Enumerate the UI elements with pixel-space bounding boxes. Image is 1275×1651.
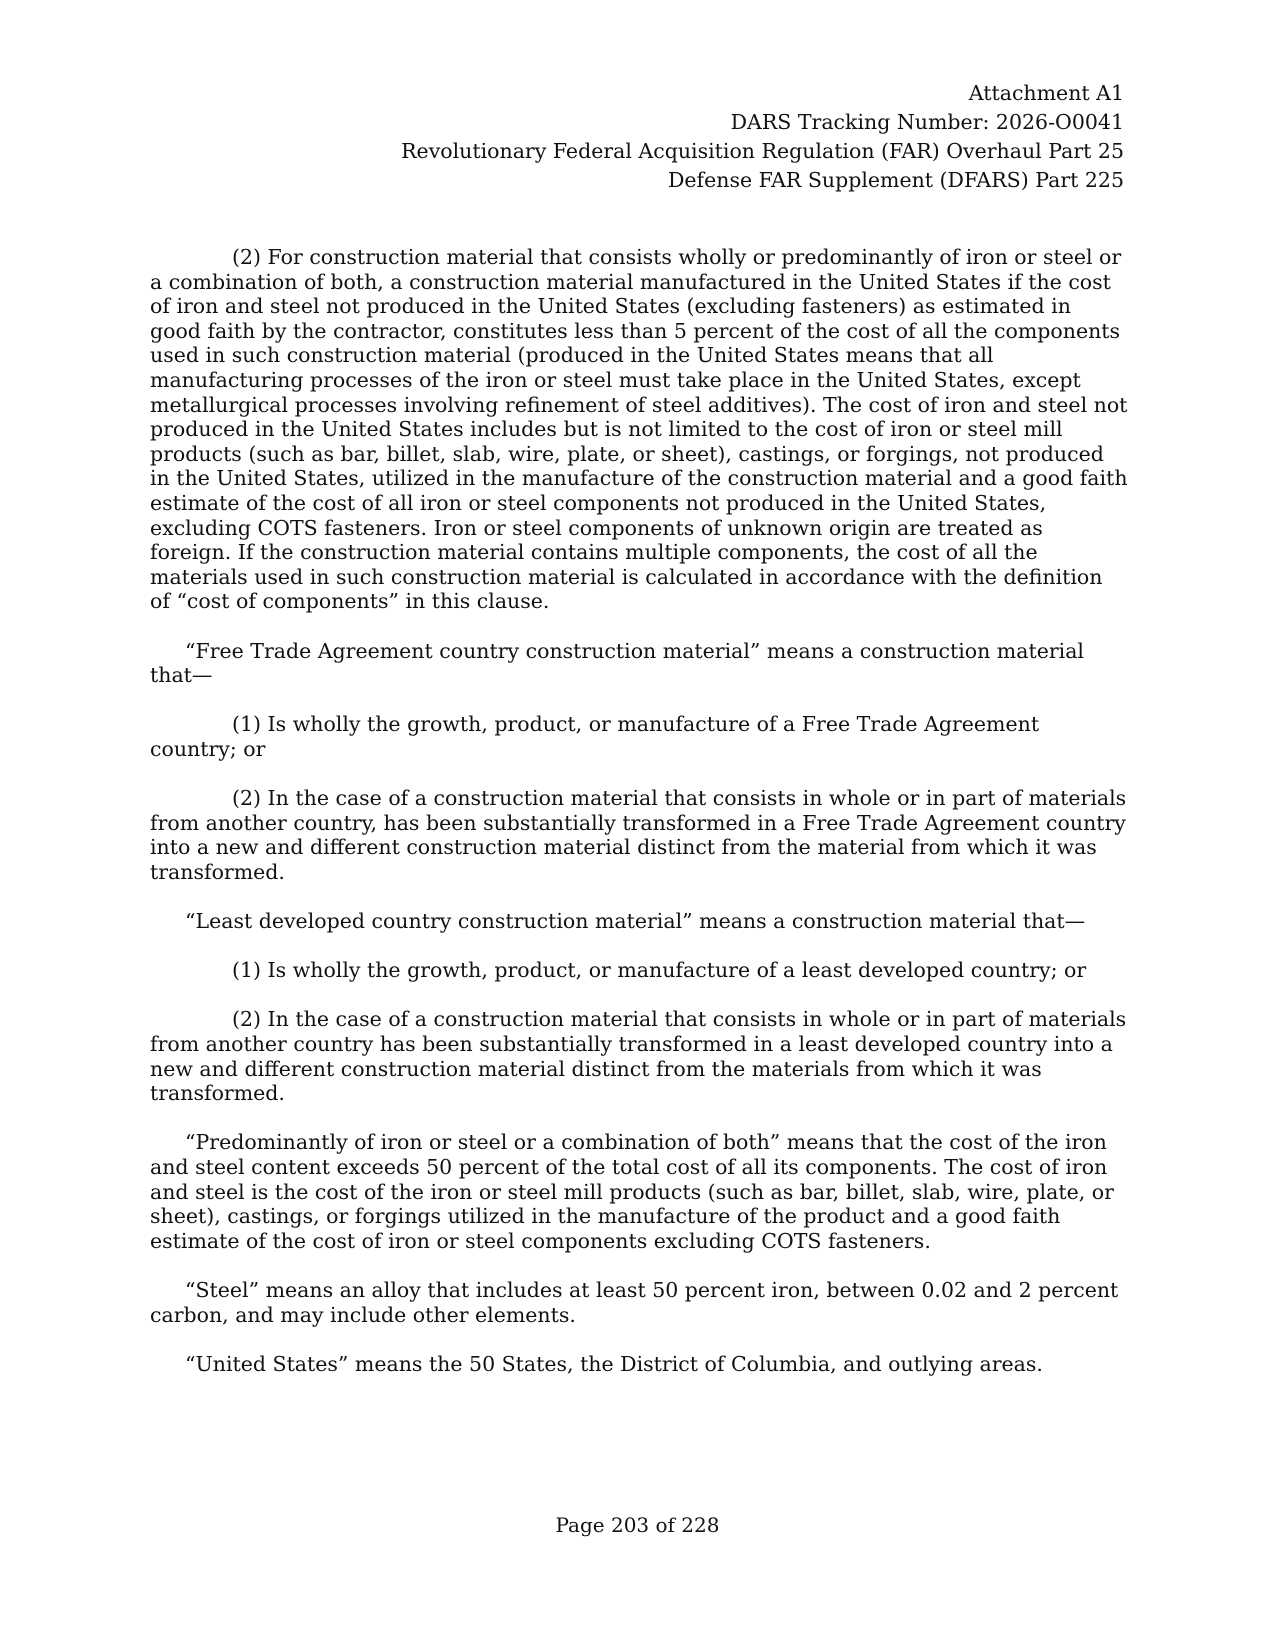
page-number: Page 203 of 228: [555, 1513, 720, 1537]
document-body: [150, 245, 1128, 1401]
paragraph-fta-item-1: (1) Is wholly the growth, product, or manufacture of a Free Trade Agreement country; or: [150, 712, 1040, 761]
paragraph-predominantly-definition: “Predominantly of iron or steel or a combination of both” means that the cost of the iron and steel content exceeds 50 percent of the total cost of all its components. The cost of iron and steel is the cost of the iron or steel mill products (such as bar, billet, slab, wire, plate, or sheet), castings, or forgings utilized in the manufacture of the product and a good faith estimate of the cost of iron or steel components excluding COTS fasteners.: [150, 1130, 1114, 1253]
paragraph-iron-steel-definition: (2) For construction material that consists wholly or predominantly of iron or steel or a combination of both, a construction material manufactured in the United States if the cost of iron and steel not produced in the United States (excluding fasteners) as estimated in good faith by the contractor, constitutes less than 5 percent of the cost of all the components used in such construction material (produced in the United States means that all manufacturing processes of the iron or steel must take place in the United States, except metallurgical processes involving refinement of steel additives). The cost of iron and steel not produced in the United States includes but is not limited to the cost of iron or steel mill products (such as bar, billet, slab, wire, plate, or sheet), castings, or forgings, not produced in the United States, utilized in the manufacture of the construction material and a good faith estimate of the cost of all iron or steel components not produced in the United States, excluding COTS fasteners. Iron or steel components of unknown origin are treated as foreign. If the construction material contains multiple components, the cost of all the materials used in such construction material is calculated in accordance with the definition of “cost of components” in this clause.: [150, 245, 1128, 614]
paragraph-united-states-definition: “United States” means the 50 States, the District of Columbia, and outlying areas.: [185, 1351, 1043, 1376]
supplement-title: Defense FAR Supplement (DFARS) Part 225: [667, 168, 1124, 192]
paragraph-ldc-item-1: (1) Is wholly the growth, product, or manufacture of a least developed country; or: [232, 958, 1087, 983]
regulation-title: Revolutionary Federal Acquisition Regulation (FAR) Overhaul Part 25: [401, 139, 1124, 163]
paragraph-ldc-definition: “Least developed country construction material” means a construction material that—: [185, 909, 1086, 934]
paragraph-fta-definition: “Free Trade Agreement country construction material” means a construction material that—: [150, 638, 1084, 688]
document-header: [124, 79, 1124, 195]
attachment-label: Attachment A1: [968, 81, 1124, 105]
paragraph-ldc-item-2: (2) In the case of a construction material that consists in whole or in part of materials from another country has been substantially transformed in a least developed country into a new and different construction material distinct from the materials from which it was transformed.: [150, 1007, 1127, 1106]
paragraph-fta-item-2: (2) In the case of a construction material that consists in whole or in part of materials from another country, has been substantially transformed in a Free Trade Agreement country into a new and different construction material distinct from the material from which it was transformed.: [150, 786, 1127, 884]
tracking-number: DARS Tracking Number: 2026-O0041: [730, 110, 1124, 134]
paragraph-steel-definition: “Steel” means an alloy that includes at least 50 percent iron, between 0.02 and 2 percent carbon, and may include other elements.: [150, 1277, 1119, 1327]
